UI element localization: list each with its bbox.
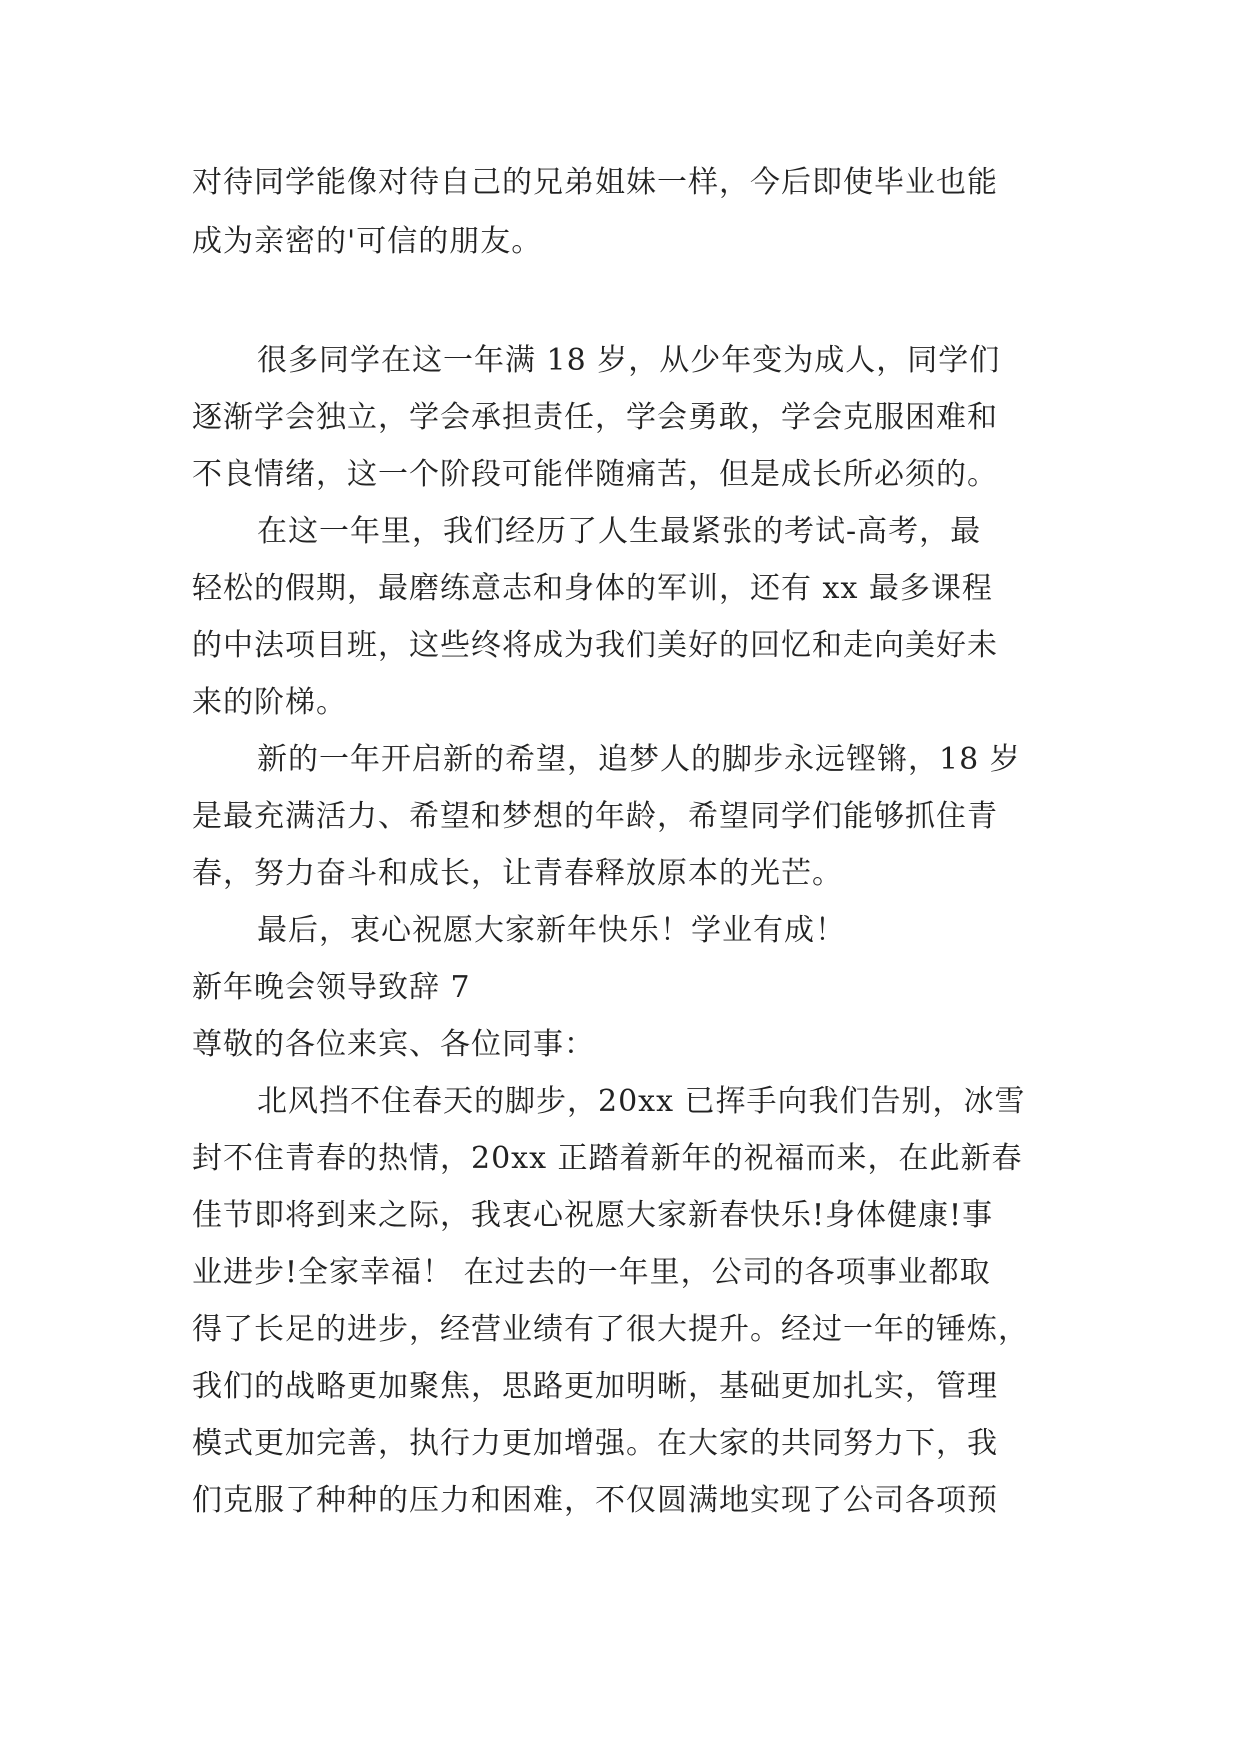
text-line: 逐渐学会独立，学会承担责任，学会勇敢，学会克服困难和	[192, 400, 998, 435]
text-line: 是最充满活力、希望和梦想的年龄，希望同学们能够抓住青	[192, 799, 998, 834]
text-line: 们克服了种种的压力和困难，不仅圆满地实现了公司各项预	[192, 1483, 998, 1518]
text-line: 的中法项目班，这些终将成为我们美好的回忆和走向美好未	[192, 628, 998, 663]
text-line: 业进步!全家幸福！ 在过去的一年里，公司的各项事业都取	[192, 1255, 991, 1290]
text-line: 在这一年里，我们经历了人生最紧张的考试-高考，最	[257, 514, 982, 549]
text-line: 我们的战略更加聚焦，思路更加明晰，基础更加扎实，管理	[192, 1369, 998, 1404]
text-line: 得了长足的进步，经营业绩有了很大提升。经过一年的锤炼，	[192, 1312, 1029, 1347]
text-line: 新的一年开启新的希望，追梦人的脚步永远铿锵，18 岁	[257, 742, 1021, 777]
text-line: 最后，衷心祝愿大家新年快乐！学业有成！	[257, 913, 846, 948]
text-line: 封不住青春的热情，20xx 正踏着新年的祝福而来，在此新春	[192, 1141, 1023, 1176]
section-heading: 新年晚会领导致辞 7	[192, 970, 471, 1005]
text-line: 北风挡不住春天的脚步，20xx 已挥手向我们告别，冰雪	[257, 1084, 1026, 1119]
text-line: 不良情绪，这一个阶段可能伴随痛苦，但是成长所必须的。	[192, 457, 998, 492]
text-line: 佳节即将到来之际，我衷心祝愿大家新春快乐!身体健康!事	[192, 1198, 994, 1233]
salutation: 尊敬的各位来宾、各位同事：	[192, 1027, 595, 1062]
text-line: 成为亲密的'可信的朋友。	[192, 224, 543, 259]
text-line: 春，努力奋斗和成长，让青春释放原本的光芒。	[192, 856, 843, 891]
text-line: 很多同学在这一年满 18 岁，从少年变为成人，同学们	[257, 343, 1001, 378]
text-line: 来的阶梯。	[192, 685, 347, 720]
text-line: 对待同学能像对待自己的兄弟姐妹一样，今后即使毕业也能	[192, 165, 998, 200]
text-line: 轻松的假期，最磨练意志和身体的军训，还有 xx 最多课程	[192, 571, 993, 606]
text-line: 模式更加完善，执行力更加增强。在大家的共同努力下，我	[192, 1426, 998, 1461]
